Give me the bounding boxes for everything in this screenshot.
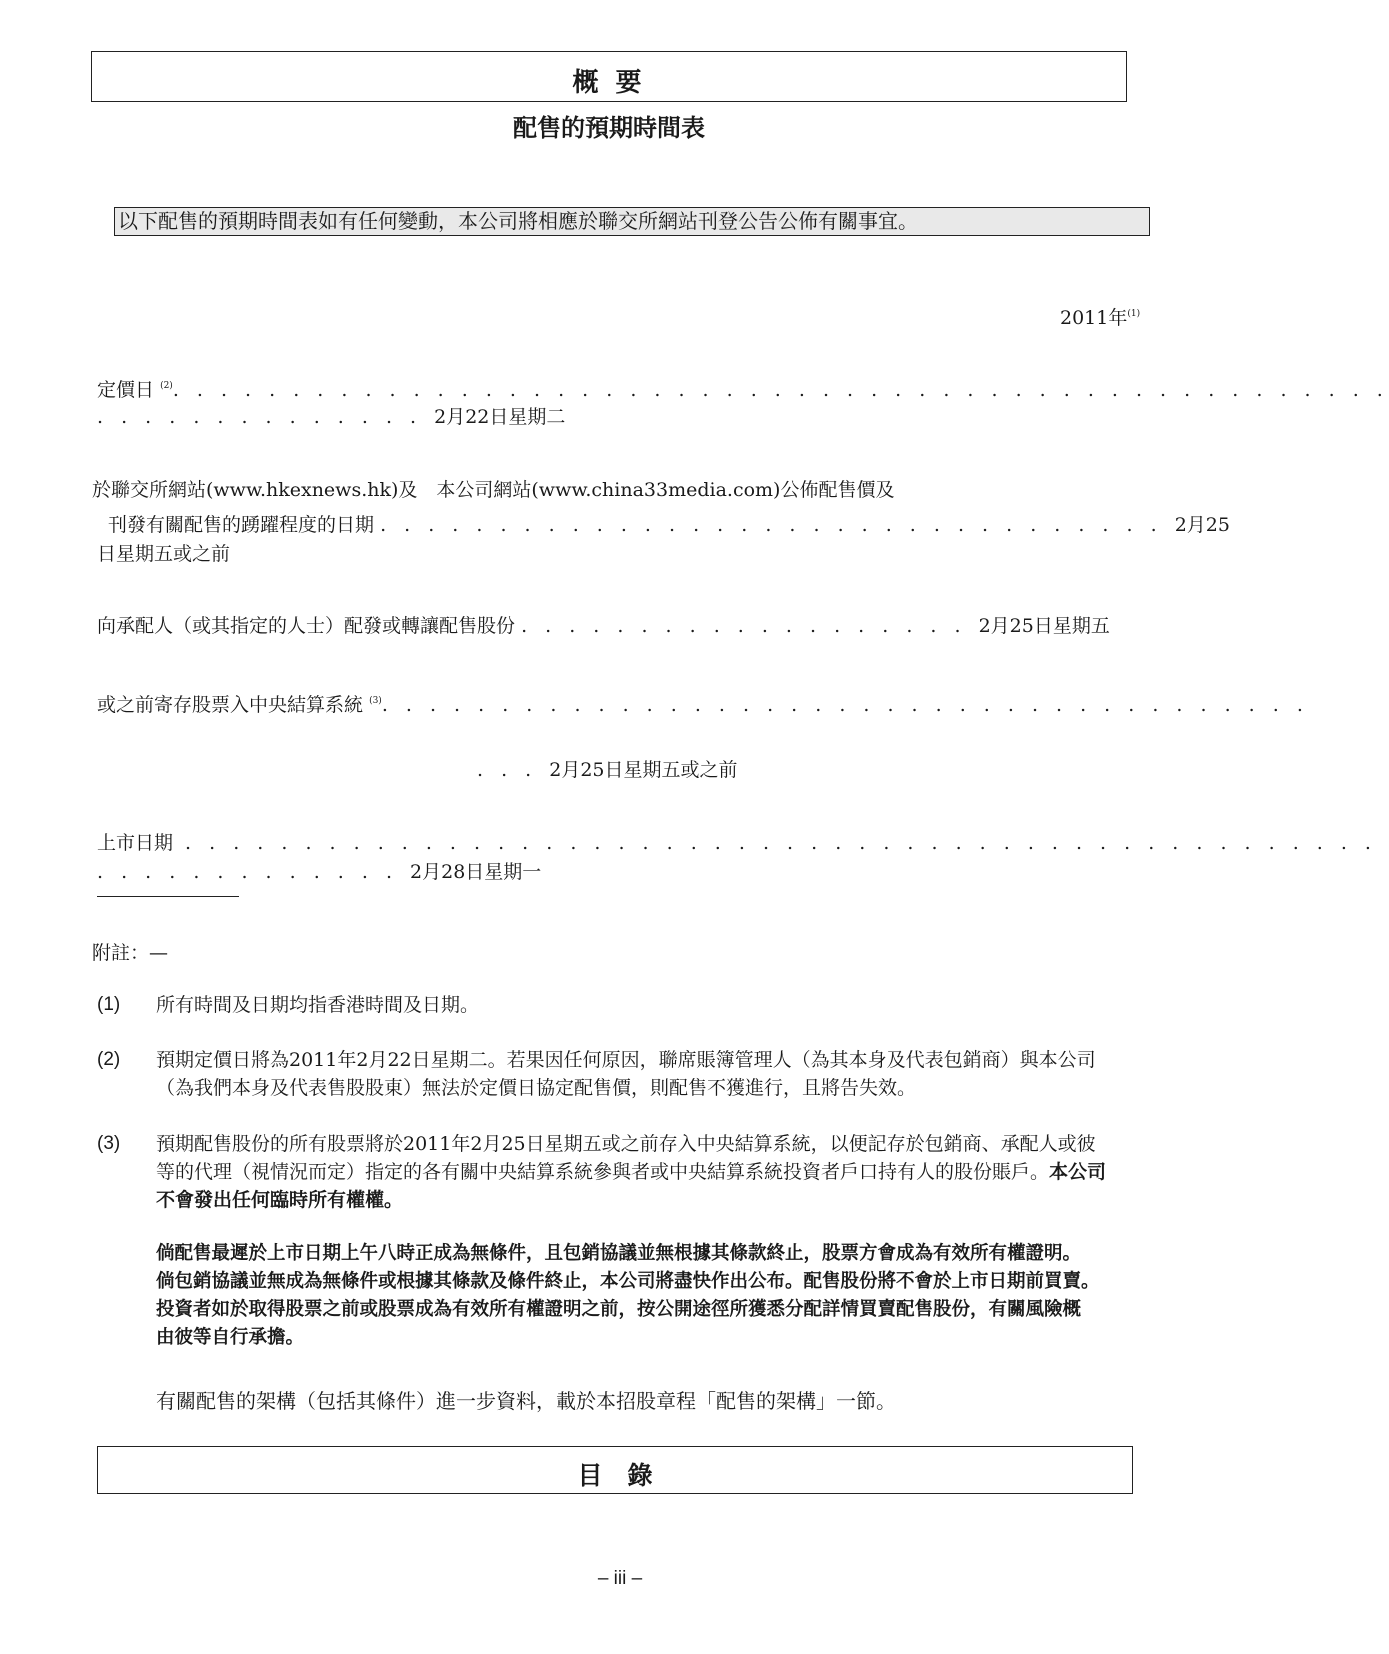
deposit-row [97,687,1309,719]
announce-row [108,511,1230,539]
note-3-line3: 不會發出任何臨時所有權權。 [156,1189,404,1211]
dot-leader: . . . . . . . . . . . . . . . . . . . . . . . . . . . . . . . . . [380,514,1175,536]
deposit-date: 2月25日星期五或之前 [549,759,738,781]
pricing-date: 2月22日星期二 [434,406,566,428]
announce-line1: 於聯交所網站(www.hkexnews.hk)及 本公司網站(www.china33media.com)公佈配售價及 [92,479,895,501]
deposit-note: (3) [369,696,382,706]
pricing-label: 定價日 [97,379,155,401]
allotment-label: 向承配人（或其指定的人士）配發或轉讓配售股份 [97,615,516,637]
pricing-row [97,372,1389,404]
note-3-number: (3) [97,1133,121,1154]
year-text: 2011年 [1060,307,1128,329]
announce-date-part2: 日星期五或之前 [97,543,231,565]
dot-leader: . . . [477,759,550,781]
bold-para-line2: 倘包銷協議並無成為無條件或根據其條款及條件終止，本公司將盡快作出公布。配售股份將不會於上市日期前買賣。 [156,1271,1100,1292]
allotment-row [97,612,1110,640]
dot-leader: . . . . . . . . . . . . . . [97,406,435,428]
closing-text: 有關配售的架構（包括其條件）進一步資料，載於本招股章程「配售的架構」一節。 [156,1389,896,1413]
deposit-label: 或之前寄存股票入中央結算系統 [97,694,364,716]
dot-leader: . . . . . . . . . . . . . . . . . . . . . . . . . . . . . . . . . . . . . . . [381,694,1309,716]
bold-para-line1: 倘配售最遲於上市日期上午八時正成為無條件，且包銷協議並無根據其條款終止，股票方會成為有效所有權證明。 [156,1243,1082,1264]
announce-date-part1: 2月25 [1174,514,1230,536]
year-label [1060,300,1140,332]
dot-leader: . . . . . . . . . . . . . . . . . . . [521,615,979,637]
bold-para-line3: 投資者如於取得股票之前或股票成為有效所有權證明之前，按公開途徑所獲悉分配詳情買賣配售股份，有關風險概 [156,1299,1082,1320]
listing-row-cont [97,858,541,886]
note-2-number: (2) [97,1049,121,1070]
listing-label: 上市日期 [97,832,174,854]
pricing-note: (2) [160,381,173,391]
divider-rule [97,896,239,897]
dot-leader: . . . . . . . . . . . . . [97,861,411,883]
note-1-text: 所有時間及日期均指香港時間及日期。 [156,994,480,1016]
announce-line2: 刊發有關配售的踴躍程度的日期 [108,514,375,536]
note-3-line2-bold: 本公司 [1049,1161,1107,1183]
year-note: (1) [1127,309,1141,319]
notes-title: 附註：— [92,942,169,964]
note-2-line2: （為我們本身及代表售股股東）無法於定價日協定配售價，則配售不獲進行，且將告失效。 [156,1077,917,1099]
listing-row [97,829,1377,857]
bold-para-line4: 由彼等自行承擔。 [156,1327,305,1348]
note-1-number: (1) [97,994,121,1015]
toc-title: 目 錄 [577,1461,653,1490]
note-3-line2 [156,1158,1106,1186]
page-number: – iii – [597,1568,643,1589]
allotment-date: 2月25日星期五 [978,615,1110,637]
notice-text: 以下配售的預期時間表如有任何變動，本公司將相應於聯交所網站刊登公告公佈有關事宜。 [118,209,918,233]
page-subtitle: 配售的預期時間表 [513,114,705,142]
dot-leader: . . . . . . . . . . . . . . . . . . . . . . . . . . . . . . . . . . . . . . . . . . . . . . . . . . . [172,379,1389,401]
note-3-line1: 預期配售股份的所有股票將於2011年2月25日星期五或之前存入中央結算系統，以便記存於包銷商、承配人或彼 [156,1133,1096,1155]
note-2-line1: 預期定價日將為2011年2月22日星期二。若果因任何原因，聯席賬簿管理人（為其本身及代表包銷商）與本公司 [156,1049,1096,1071]
dot-leader: . . . . . . . . . . . . . . . . . . . . . . . . . . . . . . . . . . . . . . . . . . . . . . . . . . [173,832,1377,854]
listing-date: 2月28日星期一 [410,861,542,883]
section-title: 概 要 [572,68,646,98]
deposit-row-cont [477,756,738,784]
pricing-row-cont [97,403,565,431]
note-3-line2-normal: 等的代理（視情況而定）指定的各有關中央結算系統參與者或中央結算系統投資者戶口持有人的股份賬戶。 [156,1161,1050,1183]
